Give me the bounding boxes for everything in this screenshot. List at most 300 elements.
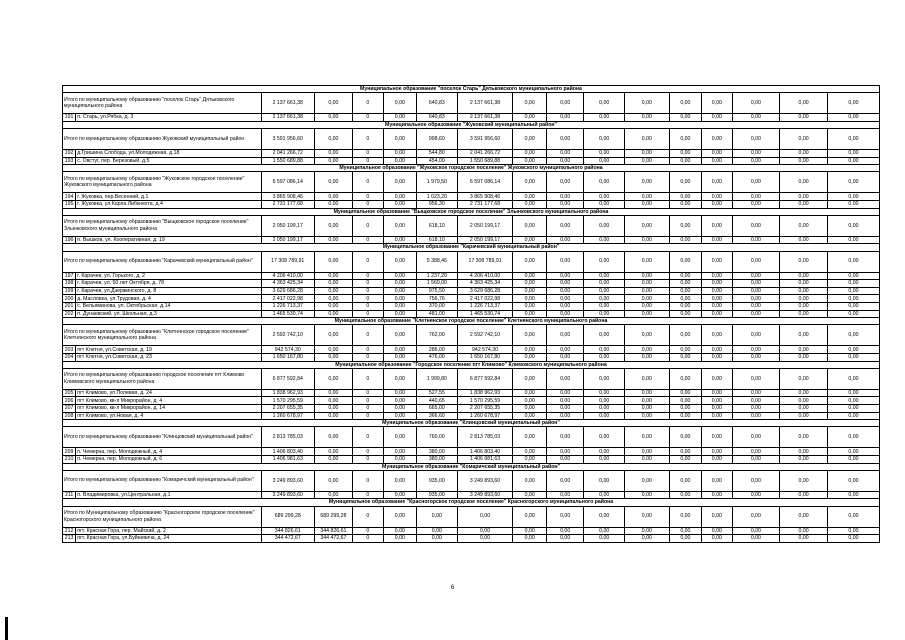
total-c12: 0,00 xyxy=(702,325,732,346)
cell-c12: 0,00 xyxy=(702,310,732,318)
cell-c14: 0,00 xyxy=(780,157,828,165)
cell-c6: 1 550 689,88 xyxy=(457,157,513,165)
section-title: Муниципальное образование "Выщковское городское поселение" Злынковского муниципального района xyxy=(63,208,880,215)
total-c4: 0,00 xyxy=(383,129,416,150)
section-header-row xyxy=(63,165,880,172)
section-header-row xyxy=(63,318,880,325)
table-row xyxy=(63,280,880,288)
total-c8: 0,00 xyxy=(546,506,584,527)
cell-c6: 1 570 295,59 xyxy=(457,397,513,405)
total-c15: 0,00 xyxy=(827,368,879,389)
total-c12: 0,00 xyxy=(702,129,732,150)
row-number: 212 xyxy=(63,527,76,535)
section-header-row xyxy=(63,463,880,470)
total-c2: 689 299,28 xyxy=(314,506,353,527)
total-c4: 0,00 xyxy=(383,251,416,272)
total-c15: 0,00 xyxy=(827,129,879,150)
total-c9: 0,00 xyxy=(584,215,625,236)
cell-c1: 942 574,30 xyxy=(261,346,314,354)
section-header-row xyxy=(63,86,880,93)
total-c4: 0,00 xyxy=(383,368,416,389)
cell-c9: 0,00 xyxy=(584,412,625,420)
cell-c10: 0,00 xyxy=(625,150,670,158)
cell-c12: 0,00 xyxy=(702,353,732,361)
total-c5: 0,00 xyxy=(417,506,458,527)
cell-c5: 527,55 xyxy=(417,389,458,397)
cell-c8: 0,00 xyxy=(546,455,584,463)
total-c6: 6 597 086,14 xyxy=(457,172,513,193)
cell-c14: 0,00 xyxy=(780,448,828,456)
cell-c8: 0,00 xyxy=(546,412,584,420)
total-c3: 0 xyxy=(353,215,383,236)
cell-c14: 0,00 xyxy=(780,272,828,280)
cell-c7: 0,00 xyxy=(513,448,546,456)
cell-c10: 0,00 xyxy=(625,455,670,463)
cell-c1: 2 731 177,68 xyxy=(261,200,314,208)
cell-c3: 0 xyxy=(353,527,383,535)
cell-c13: 0,00 xyxy=(732,157,780,165)
section-title: Муниципальное образование "Красногорское городское поселение" Красногорского муниципального района xyxy=(63,499,880,506)
cell-c5: 380,00 xyxy=(417,448,458,456)
section-title: Муниципальное образование "Комаричский муниципальный район" xyxy=(63,463,880,470)
cell-c8: 0,00 xyxy=(546,527,584,535)
cell-c5: 454,00 xyxy=(417,157,458,165)
total-c14: 0,00 xyxy=(780,93,828,114)
cell-c8: 0,00 xyxy=(546,353,584,361)
cell-c15: 0,00 xyxy=(827,448,879,456)
cell-c3: 0 xyxy=(353,397,383,405)
cell-c11: 0,00 xyxy=(669,114,701,122)
cell-c7: 0,00 xyxy=(513,527,546,535)
table-row xyxy=(63,397,880,405)
cell-c11: 0,00 xyxy=(669,157,701,165)
cell-c3: 0 xyxy=(353,412,383,420)
row-number: 191 xyxy=(63,114,76,122)
cell-c8: 0,00 xyxy=(546,236,584,244)
cell-c8: 0,00 xyxy=(546,310,584,318)
total-c15: 0,00 xyxy=(827,93,879,114)
table-body xyxy=(63,86,880,543)
cell-c8: 0,00 xyxy=(546,404,584,412)
cell-c3: 0 xyxy=(353,157,383,165)
cell-c1: 1 650 167,80 xyxy=(261,353,314,361)
cell-c3: 0 xyxy=(353,114,383,122)
cell-c13: 0,00 xyxy=(732,412,780,420)
total-c13: 0,00 xyxy=(732,172,780,193)
document-sheet xyxy=(62,85,880,543)
total-c3: 0 xyxy=(353,172,383,193)
cell-c5: 975,50 xyxy=(417,287,458,295)
total-c10: 0,00 xyxy=(625,129,670,150)
cell-c3: 0 xyxy=(353,302,383,310)
section-title: Муниципальное образование "Клетнянское городское поселение" Клетнянского муниципального района xyxy=(63,318,880,325)
row-address: пгт Климово, кв-л Микрорайон, д. 14 xyxy=(76,404,262,412)
total-row xyxy=(63,93,880,114)
cell-c5: 370,00 xyxy=(417,302,458,310)
cell-c14: 0,00 xyxy=(780,200,828,208)
cell-c1: 1 465 530,74 xyxy=(261,310,314,318)
cell-c5: 935,00 xyxy=(417,491,458,499)
cell-c6: 942 574,30 xyxy=(457,346,513,354)
total-c5: 998,60 xyxy=(417,129,458,150)
cell-c8: 0,00 xyxy=(546,535,584,543)
total-c15: 0,00 xyxy=(827,251,879,272)
cell-c15: 0,00 xyxy=(827,412,879,420)
total-c9: 0,00 xyxy=(584,172,625,193)
total-c13: 0,00 xyxy=(732,506,780,527)
cell-c11: 0,00 xyxy=(669,346,701,354)
cell-c13: 0,00 xyxy=(732,114,780,122)
total-c7: 0,00 xyxy=(513,172,546,193)
cell-c12: 0,00 xyxy=(702,346,732,354)
cell-c3: 0 xyxy=(353,455,383,463)
total-c10: 0,00 xyxy=(625,215,670,236)
cell-c11: 0,00 xyxy=(669,272,701,280)
total-c3: 0 xyxy=(353,427,383,448)
cell-c3: 0 xyxy=(353,389,383,397)
cell-c12: 0,00 xyxy=(702,157,732,165)
total-c7: 0,00 xyxy=(513,215,546,236)
cell-c9: 0,00 xyxy=(584,200,625,208)
cell-c10: 0,00 xyxy=(625,448,670,456)
total-c6: 2 592 742,10 xyxy=(457,325,513,346)
row-address: с. Овстуг, пер. Березовый, д.5 xyxy=(76,157,262,165)
total-c3: 0 xyxy=(353,506,383,527)
total-c15: 0,00 xyxy=(827,470,879,491)
cell-c5: 476,00 xyxy=(417,353,458,361)
section-header-row xyxy=(63,121,880,128)
row-number: 194 xyxy=(63,193,76,201)
cell-c13: 0,00 xyxy=(732,353,780,361)
cell-c14: 0,00 xyxy=(780,193,828,201)
cell-c10: 0,00 xyxy=(625,236,670,244)
cell-c8: 0,00 xyxy=(546,157,584,165)
cell-c2: 0,00 xyxy=(314,389,353,397)
total-c2: 0,00 xyxy=(314,251,353,272)
cell-c8: 0,00 xyxy=(546,389,584,397)
cell-c14: 0,00 xyxy=(780,114,828,122)
cell-c5: 956,30 xyxy=(417,200,458,208)
total-c2: 0,00 xyxy=(314,325,353,346)
cell-c9: 0,00 xyxy=(584,404,625,412)
total-c6: 3 249 893,60 xyxy=(457,470,513,491)
total-c12: 0,00 xyxy=(702,251,732,272)
section-title: Муниципальное образование "поселок Старь" Дятьковского муниципального района xyxy=(63,86,880,93)
total-row xyxy=(63,215,880,236)
total-row xyxy=(63,368,880,389)
cell-c13: 0,00 xyxy=(732,302,780,310)
total-c4: 0,00 xyxy=(383,93,416,114)
total-c2: 0,00 xyxy=(314,470,353,491)
total-c11: 0,00 xyxy=(669,251,701,272)
cell-c15: 0,00 xyxy=(827,397,879,405)
cell-c6: 2 137 661,38 xyxy=(457,114,513,122)
cell-c5: 756,76 xyxy=(417,295,458,303)
cell-c11: 0,00 xyxy=(669,491,701,499)
cell-c14: 0,00 xyxy=(780,404,828,412)
cell-c14: 0,00 xyxy=(780,150,828,158)
cell-c12: 0,00 xyxy=(702,236,732,244)
total-c11: 0,00 xyxy=(669,172,701,193)
cell-c9: 0,00 xyxy=(584,397,625,405)
cell-c2: 0,00 xyxy=(314,412,353,420)
cell-c9: 0,00 xyxy=(584,389,625,397)
cell-c9: 0,00 xyxy=(584,272,625,280)
total-c5: 1 979,50 xyxy=(417,172,458,193)
cell-c14: 0,00 xyxy=(780,295,828,303)
section-title: Муниципальное образование "Жуковское городское поселение" Жуковского муниципального района xyxy=(63,165,880,172)
total-c14: 0,00 xyxy=(780,427,828,448)
total-c10: 0,00 xyxy=(625,470,670,491)
row-address: г. Жуковка, ул.Карла Либкнехта, д.4 xyxy=(76,200,262,208)
total-c6: 2 137 661,38 xyxy=(457,93,513,114)
total-c8: 0,00 xyxy=(546,470,584,491)
cell-c11: 0,00 xyxy=(669,302,701,310)
cell-c15: 0,00 xyxy=(827,527,879,535)
cell-c6: 2 041 266,72 xyxy=(457,150,513,158)
total-c4: 0,00 xyxy=(383,172,416,193)
total-c1: 3 591 956,60 xyxy=(261,129,314,150)
row-number: 192 xyxy=(63,150,76,158)
cell-c14: 0,00 xyxy=(780,389,828,397)
total-label: Итого по муниципальному образованию Жуковский муниципальный район xyxy=(63,129,262,150)
cell-c12: 0,00 xyxy=(702,150,732,158)
cell-c10: 0,00 xyxy=(625,389,670,397)
cell-c8: 0,00 xyxy=(546,295,584,303)
cell-c12: 0,00 xyxy=(702,114,732,122)
cell-c10: 0,00 xyxy=(625,280,670,288)
total-c13: 0,00 xyxy=(732,93,780,114)
row-number: 201 xyxy=(63,302,76,310)
cell-c6: 3 865 908,46 xyxy=(457,193,513,201)
cell-c4: 0,00 xyxy=(383,272,416,280)
section-header-row xyxy=(63,420,880,427)
total-c2: 0,00 xyxy=(314,215,353,236)
total-c14: 0,00 xyxy=(780,129,828,150)
total-c15: 0,00 xyxy=(827,506,879,527)
cell-c11: 0,00 xyxy=(669,200,701,208)
total-c3: 0 xyxy=(353,251,383,272)
cell-c13: 0,00 xyxy=(732,404,780,412)
cell-c9: 0,00 xyxy=(584,310,625,318)
cell-c8: 0,00 xyxy=(546,272,584,280)
cell-c6: 2 417 022,98 xyxy=(457,295,513,303)
row-address: с. Вельяминова, ул. Октябрьская, д.14 xyxy=(76,302,262,310)
total-c1: 2 050 199,17 xyxy=(261,215,314,236)
total-c1: 2 592 742,10 xyxy=(261,325,314,346)
cell-c7: 0,00 xyxy=(513,397,546,405)
row-number: 206 xyxy=(63,397,76,405)
cell-c3: 0 xyxy=(353,404,383,412)
cell-c5: 0,00 xyxy=(417,527,458,535)
total-c9: 0,00 xyxy=(584,368,625,389)
cell-c8: 0,00 xyxy=(546,491,584,499)
cell-c15: 0,00 xyxy=(827,114,879,122)
cell-c4: 0,00 xyxy=(383,287,416,295)
total-c15: 0,00 xyxy=(827,172,879,193)
cell-c1: 2 417 022,98 xyxy=(261,295,314,303)
cell-c10: 0,00 xyxy=(625,295,670,303)
cell-c4: 0,00 xyxy=(383,114,416,122)
table-row xyxy=(63,346,880,354)
cell-c10: 0,00 xyxy=(625,193,670,201)
cell-c15: 0,00 xyxy=(827,404,879,412)
table-row xyxy=(63,272,880,280)
cell-c1: 1 260 678,97 xyxy=(261,412,314,420)
section-header-row xyxy=(63,499,880,506)
total-c5: 5 388,46 xyxy=(417,251,458,272)
cell-c15: 0,00 xyxy=(827,491,879,499)
cell-c4: 0,00 xyxy=(383,353,416,361)
cell-c8: 0,00 xyxy=(546,346,584,354)
cell-c13: 0,00 xyxy=(732,287,780,295)
total-c3: 0 xyxy=(353,325,383,346)
row-number: 195 xyxy=(63,200,76,208)
cell-c1: 3 629 686,28 xyxy=(261,287,314,295)
cell-c1: 1 406 981,63 xyxy=(261,455,314,463)
section-header-row xyxy=(63,244,880,251)
row-address: д. Масловка, ул.Трудовая, д. 4 xyxy=(76,295,262,303)
cell-c12: 0,00 xyxy=(702,535,732,543)
total-c10: 0,00 xyxy=(625,251,670,272)
table-row xyxy=(63,193,880,201)
cell-c3: 0 xyxy=(353,272,383,280)
cell-c4: 0,00 xyxy=(383,295,416,303)
cell-c6: 1 650 167,80 xyxy=(457,353,513,361)
row-number: 207 xyxy=(63,404,76,412)
row-address: г. Карачев, ул.Дзержинского, д. 8 xyxy=(76,287,262,295)
row-address: пгт. Красная Гора, пер. Майский, д. 2 xyxy=(76,527,262,535)
cell-c6: 3 629 686,28 xyxy=(457,287,513,295)
cell-c15: 0,00 xyxy=(827,310,879,318)
row-address: пгт Клетня, ул.Советская, д. 23 xyxy=(76,353,262,361)
row-address: пгт Климово, ул.Полевая, д. 24 xyxy=(76,389,262,397)
cell-c2: 0,00 xyxy=(314,236,353,244)
row-address: п. Старь, ул.Рябка, д. 3 xyxy=(76,114,262,122)
total-c7: 0,00 xyxy=(513,368,546,389)
cell-c7: 0,00 xyxy=(513,302,546,310)
cell-c3: 0 xyxy=(353,353,383,361)
total-c12: 0,00 xyxy=(702,470,732,491)
cell-c3: 0 xyxy=(353,491,383,499)
cell-c8: 0,00 xyxy=(546,448,584,456)
cell-c3: 0 xyxy=(353,310,383,318)
cell-c4: 0,00 xyxy=(383,397,416,405)
cell-c10: 0,00 xyxy=(625,491,670,499)
cell-c3: 0 xyxy=(353,200,383,208)
cell-c7: 0,00 xyxy=(513,310,546,318)
cell-c4: 0,00 xyxy=(383,527,416,535)
cell-c7: 0,00 xyxy=(513,236,546,244)
cell-c4: 0,00 xyxy=(383,193,416,201)
total-label: Итого по муниципальному образованию "поселок Старь" Дятьковского муниципального района xyxy=(63,93,262,114)
cell-c9: 0,00 xyxy=(584,491,625,499)
row-number: 210 xyxy=(63,455,76,463)
cell-c12: 0,00 xyxy=(702,455,732,463)
cell-c11: 0,00 xyxy=(669,150,701,158)
cell-c11: 0,00 xyxy=(669,353,701,361)
cell-c15: 0,00 xyxy=(827,295,879,303)
total-c4: 0,00 xyxy=(383,427,416,448)
cell-c10: 0,00 xyxy=(625,114,670,122)
cell-c13: 0,00 xyxy=(732,272,780,280)
total-c3: 0 xyxy=(353,470,383,491)
cell-c7: 0,00 xyxy=(513,157,546,165)
cell-c4: 0,00 xyxy=(383,150,416,158)
cell-c4: 0,00 xyxy=(383,404,416,412)
row-address: г. Жуковка, пер.Весенний, д.1 xyxy=(76,193,262,201)
total-label: Итого по муниципальному образованию "Выщковское городское поселение" Злынковского муниципального района xyxy=(63,215,262,236)
cell-c1: 344 826,61 xyxy=(261,527,314,535)
cell-c11: 0,00 xyxy=(669,448,701,456)
cell-c12: 0,00 xyxy=(702,412,732,420)
table-row xyxy=(63,404,880,412)
total-row xyxy=(63,251,880,272)
cell-c12: 0,00 xyxy=(702,491,732,499)
total-c8: 0,00 xyxy=(546,93,584,114)
cell-c4: 0,00 xyxy=(383,448,416,456)
total-label: Итого по муниципальному образованию городское поселение пгт Климово Климовского муниципального района xyxy=(63,368,262,389)
total-c6: 17 308 789,91 xyxy=(457,251,513,272)
cell-c15: 0,00 xyxy=(827,389,879,397)
cell-c2: 0,00 xyxy=(314,280,353,288)
cell-c5: 1 237,20 xyxy=(417,272,458,280)
section-title: Муниципальное образование "Жуковский муниципальный район" xyxy=(63,121,880,128)
cell-c15: 0,00 xyxy=(827,150,879,158)
cell-c2: 0,00 xyxy=(314,353,353,361)
scan-edge-mark xyxy=(5,617,8,640)
cell-c15: 0,00 xyxy=(827,280,879,288)
cell-c3: 0 xyxy=(353,280,383,288)
cell-c10: 0,00 xyxy=(625,412,670,420)
cell-c2: 0,00 xyxy=(314,114,353,122)
total-c12: 0,00 xyxy=(702,172,732,193)
cell-c1: 2 050 199,17 xyxy=(261,236,314,244)
row-address: г. Карачев, ул. 50 лет Октября, д. 78 xyxy=(76,280,262,288)
total-c8: 0,00 xyxy=(546,368,584,389)
cell-c15: 0,00 xyxy=(827,346,879,354)
section-title: Муниципальное образование "Клинцовский муниципальный район" xyxy=(63,420,880,427)
row-address: п. Чемерна, пер. Молодежный, д. 4 xyxy=(76,448,262,456)
total-c5: 618,10 xyxy=(417,215,458,236)
cell-c14: 0,00 xyxy=(780,280,828,288)
cell-c13: 0,00 xyxy=(732,200,780,208)
section-title: Муниципальное образование "Карачевский муниципальный район" xyxy=(63,244,880,251)
cell-c9: 0,00 xyxy=(584,302,625,310)
cell-c4: 0,00 xyxy=(383,236,416,244)
table-row xyxy=(63,448,880,456)
cell-c2: 0,00 xyxy=(314,200,353,208)
total-c9: 0,00 xyxy=(584,129,625,150)
total-c13: 0,00 xyxy=(732,470,780,491)
cell-c6: 4 206 410,00 xyxy=(457,272,513,280)
cell-c11: 0,00 xyxy=(669,412,701,420)
cell-c9: 0,00 xyxy=(584,535,625,543)
cell-c7: 0,00 xyxy=(513,114,546,122)
cell-c1: 344 472,67 xyxy=(261,535,314,543)
cell-c7: 0,00 xyxy=(513,535,546,543)
total-c14: 0,00 xyxy=(780,325,828,346)
cell-c9: 0,00 xyxy=(584,353,625,361)
cell-c7: 0,00 xyxy=(513,150,546,158)
cell-c9: 0,00 xyxy=(584,527,625,535)
total-c13: 0,00 xyxy=(732,368,780,389)
cell-c10: 0,00 xyxy=(625,272,670,280)
total-c14: 0,00 xyxy=(780,251,828,272)
cell-c13: 0,00 xyxy=(732,236,780,244)
total-c12: 0,00 xyxy=(702,368,732,389)
total-c9: 0,00 xyxy=(584,93,625,114)
